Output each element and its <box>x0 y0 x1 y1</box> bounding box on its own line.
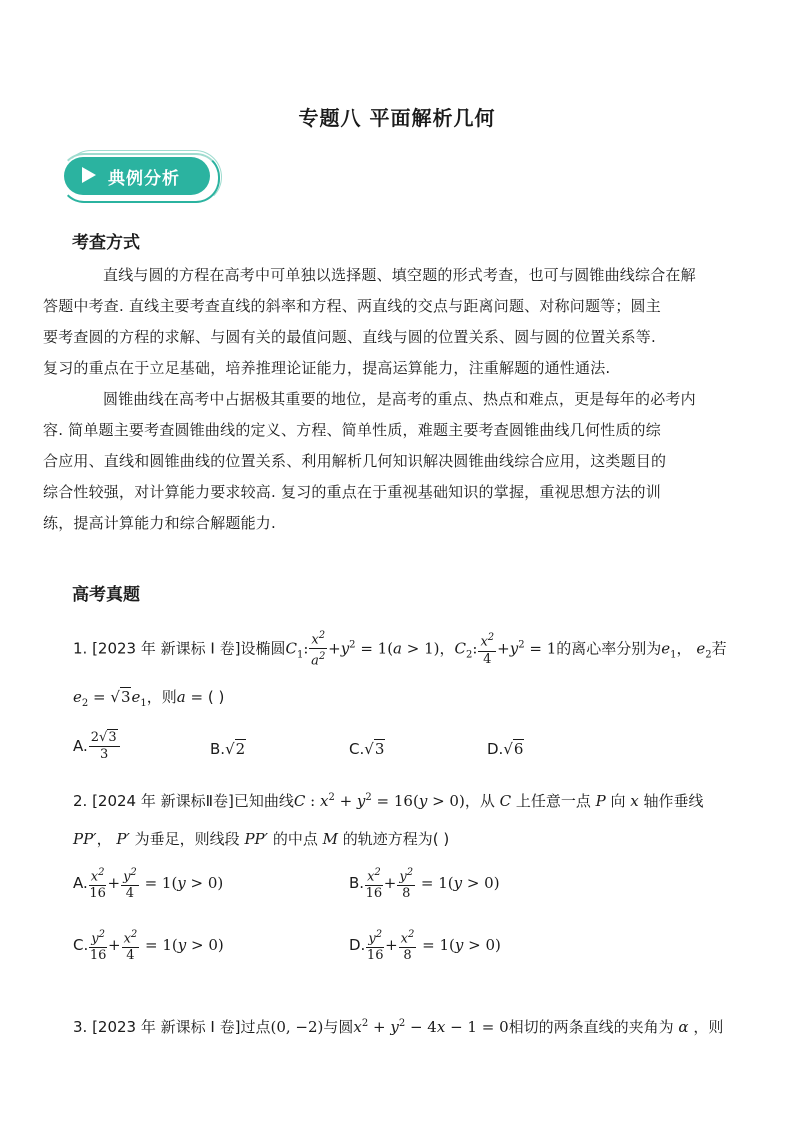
question-2-option-a: A. $\frac{x^2}{16}$ + $\frac{y^2}{4}$ = 1(y > 0) <box>73 867 224 902</box>
question-1-line-2: $e_2 = √3e_1$，则a = ( ) <box>73 688 225 709</box>
question-2-line-1: 2. [2024 年 新课标Ⅱ卷]已知曲线C : $x^2 + y^2 = 16(y > 0)$，从 C 上任意一点 P 向 x 轴作垂线 <box>73 792 704 810</box>
text-line: 容. 简单题主要考查圆锥曲线的定义、方程、简单性质，难题主要考查圆锥曲线几何性质的综 <box>43 421 661 439</box>
play-icon <box>82 167 96 183</box>
section-banner <box>62 152 220 204</box>
question-1-option-a: A. $\frac{2√3}{3}$ <box>73 730 121 763</box>
paragraph-conic <box>43 384 723 539</box>
page-title: 专题八 平面解析几何 <box>298 106 496 130</box>
text-line: 综合性较强，对计算能力要求较高. 复习的重点在于重视基础知识的掌握，重视思想方法的训 <box>43 483 661 501</box>
text-line: 直线与圆的方程在高考中可单独以选择题、填空题的形式考查，也可与圆锥曲线综合在解 <box>103 266 696 284</box>
paragraph-line-circle <box>43 260 723 384</box>
text-line: 练，提高计算能力和综合解题能力. <box>43 514 276 532</box>
question-2-option-d: D. $\frac{y^2}{16}$ + $\frac{x^2}{8}$ = 1(y > 0) <box>349 929 501 964</box>
text-line: 答题中考查. 直线主要考查直线的斜率和方程、两直线的交点与距离问题、对称问题等；圆主 <box>43 297 661 315</box>
question-1-line-1: 1. [2023 年 新课标 I 卷]设椭圆$C_1$: $\frac{x^2}{a^2}$ $+y^2 = 1(a > 1)$，$C_2$: $\frac{x^2}{4}$ $+y^2 = 1$的离心率分别为$e_1$， $e_2$若 <box>73 630 727 669</box>
text-line: 合应用、直线和圆锥曲线的位置关系、利用解析几何知识解决圆锥曲线综合应用，这类题目的 <box>43 452 667 470</box>
question-1-option-d: D.√6 <box>487 740 524 758</box>
question-2-line-2: PP′， P′ 为垂足，则线段 PP′ 的中点 M 的轨迹方程为( ) <box>73 830 450 848</box>
question-2-option-b: B. $\frac{x^2}{16}$ + $\frac{y^2}{8}$ = 1(y > 0) <box>349 867 500 902</box>
text-line: 复习的重点在于立足基础，培养推理论证能力，提高运算能力，注重解题的通性通法. <box>43 359 611 377</box>
question-2-option-c: C. $\frac{y^2}{16}$ + $\frac{x^2}{4}$ = 1(y > 0) <box>73 929 224 964</box>
banner-label: 典例分析 <box>108 169 180 189</box>
question-1-option-b: B.√2 <box>210 740 246 758</box>
section-heading-exam-style: 考查方式 <box>72 233 140 253</box>
text-line: 圆锥曲线在高考中占据极其重要的地位，是高考的重点、热点和难点，更是每年的必考内 <box>103 390 696 408</box>
text-line: 要考查圆的方程的求解、与圆有关的最值问题、直线与圆的位置关系、圆与圆的位置关系等. <box>43 328 656 346</box>
question-1-option-c: C.√3 <box>349 740 385 758</box>
question-3-line-1: 3. [2023 年 新课标 I 卷]过点(0, −2)与圆$x^2 + y^2 - 4x - 1 = 0$相切的两条直线的夹角为 α ，则 <box>73 1018 724 1036</box>
section-heading-real-exam: 高考真题 <box>72 585 140 605</box>
